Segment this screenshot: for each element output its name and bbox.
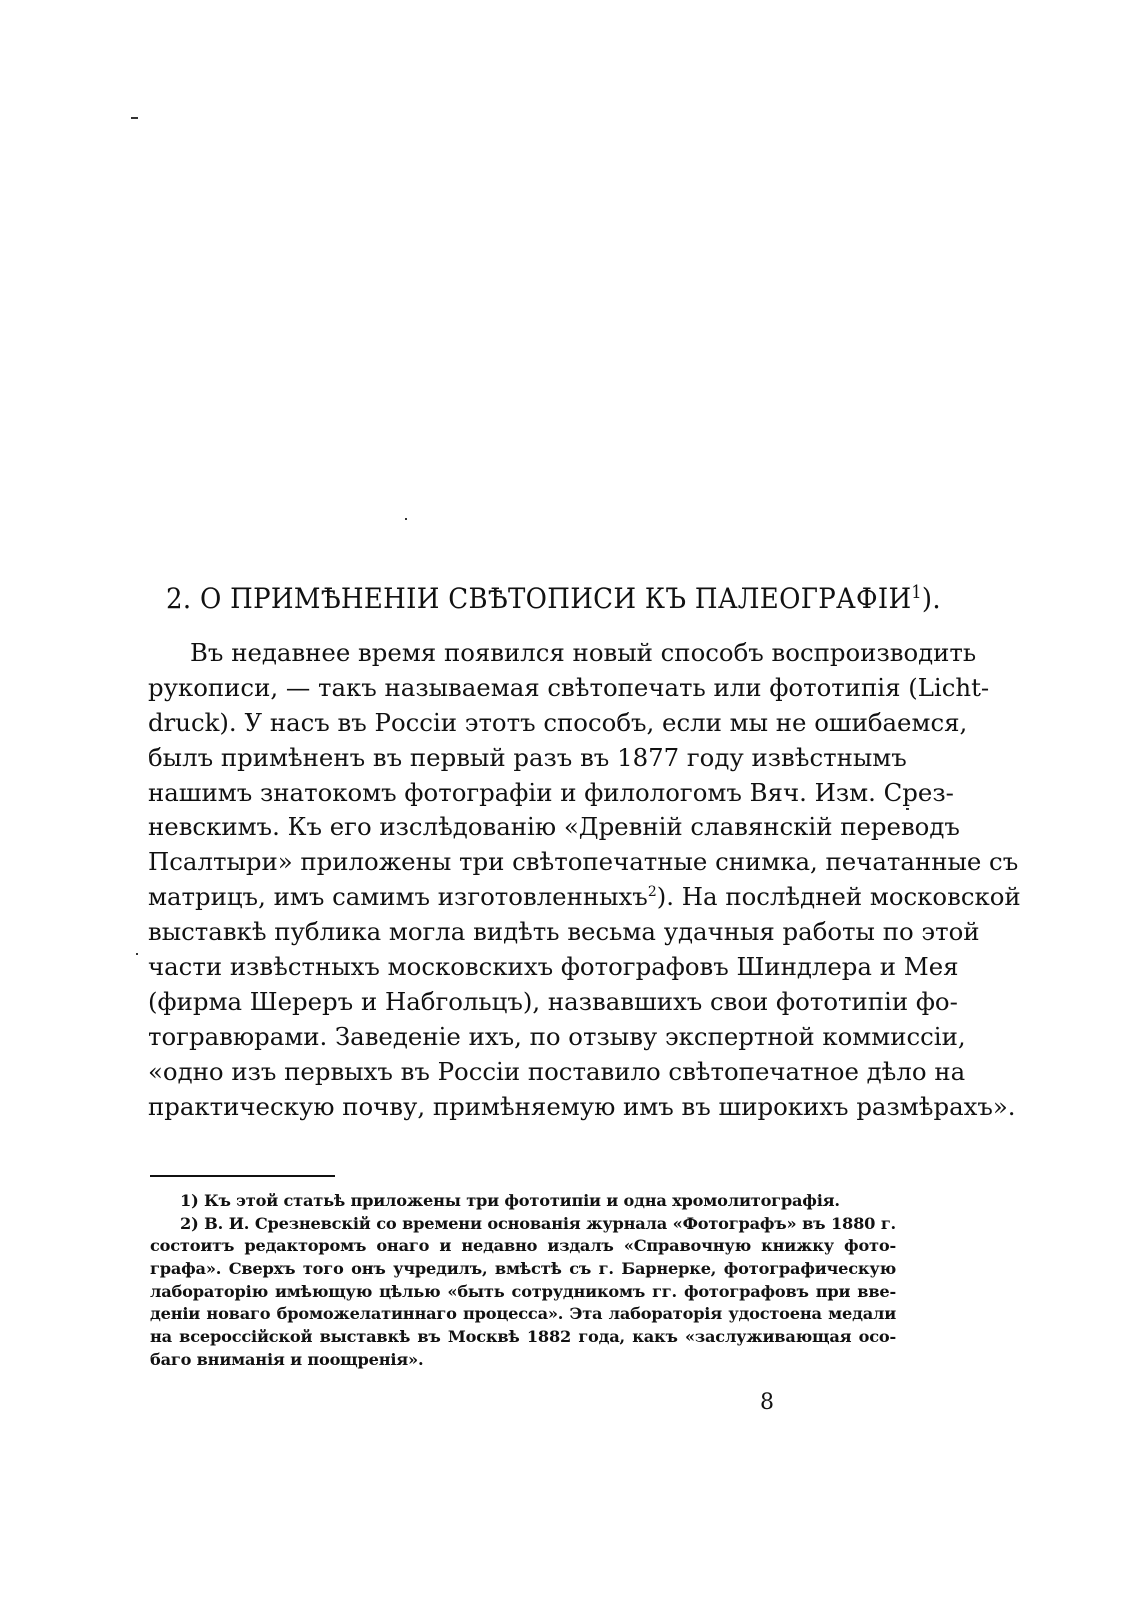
body-line: (фирма Шереръ и Набгольцъ), назвавшихъ свои фототипіи фо-: [148, 986, 958, 1016]
section-heading-text: 2. О ПРИМѢНЕНІИ СВѢТОПИСИ КЪ ПАЛЕОГРАФІИ: [166, 583, 912, 616]
page-number: 8: [760, 1390, 774, 1415]
footnote-2-line: состоитъ редакторомъ онаго и недавно издалъ «Справочную книжку фото-: [150, 1236, 896, 1256]
body-line: невскимъ. Къ его изслѣдованію «Древній славянскій переводъ: [148, 812, 960, 842]
footnote-2-line: лабораторію имѣющую цѣлью «быть сотрудникомъ гг. фотографовъ при вве-: [150, 1281, 896, 1301]
footnote-2-line: на всероссійской выставкѣ въ Москвѣ 1882 года, какъ «заслуживающая осо-: [150, 1327, 896, 1347]
body-line: тогравюрами. Заведеніе ихъ, по отзыву экспертной коммиссіи,: [148, 1021, 966, 1051]
body-line: [148, 880, 1021, 915]
print-speck: [906, 808, 909, 810]
body-line: «одно изъ первыхъ въ Россіи поставило свѣтопечатное дѣло на: [148, 1056, 966, 1086]
section-heading: [166, 574, 941, 618]
body-paragraph: [148, 636, 1021, 1124]
footnote-1: 1) Къ этой статьѣ приложены три фототипіи и одна хромолитографія.: [180, 1191, 840, 1210]
footnote-2-line: деніи новаго броможелатиннаго процесса». Эта лабораторія удостоена медали: [150, 1304, 896, 1324]
body-line: Псалтыри» приложены три свѣтопечатные снимка, печатанные съ: [148, 847, 1019, 877]
print-speck: [131, 117, 138, 119]
footnote-ref-1: 1: [911, 581, 922, 603]
body-line: druck). У насъ въ Россіи этотъ способъ, если мы не ошибаемся,: [148, 707, 968, 737]
body-line: практическую почву, примѣняемую имъ въ широкихъ размѣрахъ».: [148, 1091, 1016, 1121]
footnote-2-line: графа». Сверхъ того онъ учредилъ, вмѣстѣ съ г. Барнерке, фотографическую: [150, 1259, 896, 1279]
footnote-ref-2: 2: [647, 884, 657, 901]
body-line: нашимъ знатокомъ фотографіи и филологомъ Вяч. Изм. Срез-: [148, 777, 954, 807]
body-line: былъ примѣненъ въ первый разъ въ 1877 году извѣстнымъ: [148, 742, 907, 772]
section-heading-closing: ).: [921, 583, 941, 616]
footnote-2-line: баго вниманія и поощренія».: [150, 1349, 424, 1369]
body-line-text: матрицъ, имъ самимъ изготовленныхъ: [148, 882, 648, 912]
print-speck: [405, 518, 407, 520]
footnotes: [150, 1190, 896, 1372]
body-line-text: ). На послѣдней московской: [656, 882, 1021, 912]
body-line: Въ недавнее время появился новый способъ воспроизводить: [190, 638, 977, 667]
body-line: выставкѣ публика могла видѣть весьма удачныя работы по этой: [148, 917, 980, 947]
footnote-2-line: 2) В. И. Срезневскій со времени основанія журнала «Фотографъ» въ 1880 г.: [180, 1213, 896, 1233]
footnote-separator: [150, 1175, 335, 1177]
body-line: рукописи, — такъ называемая свѣтопечать или фототипія (Licht-: [148, 672, 990, 702]
print-speck: [136, 953, 138, 955]
body-line: части извѣстныхъ московскихъ фотографовъ Шиндлера и Мея: [148, 952, 959, 982]
